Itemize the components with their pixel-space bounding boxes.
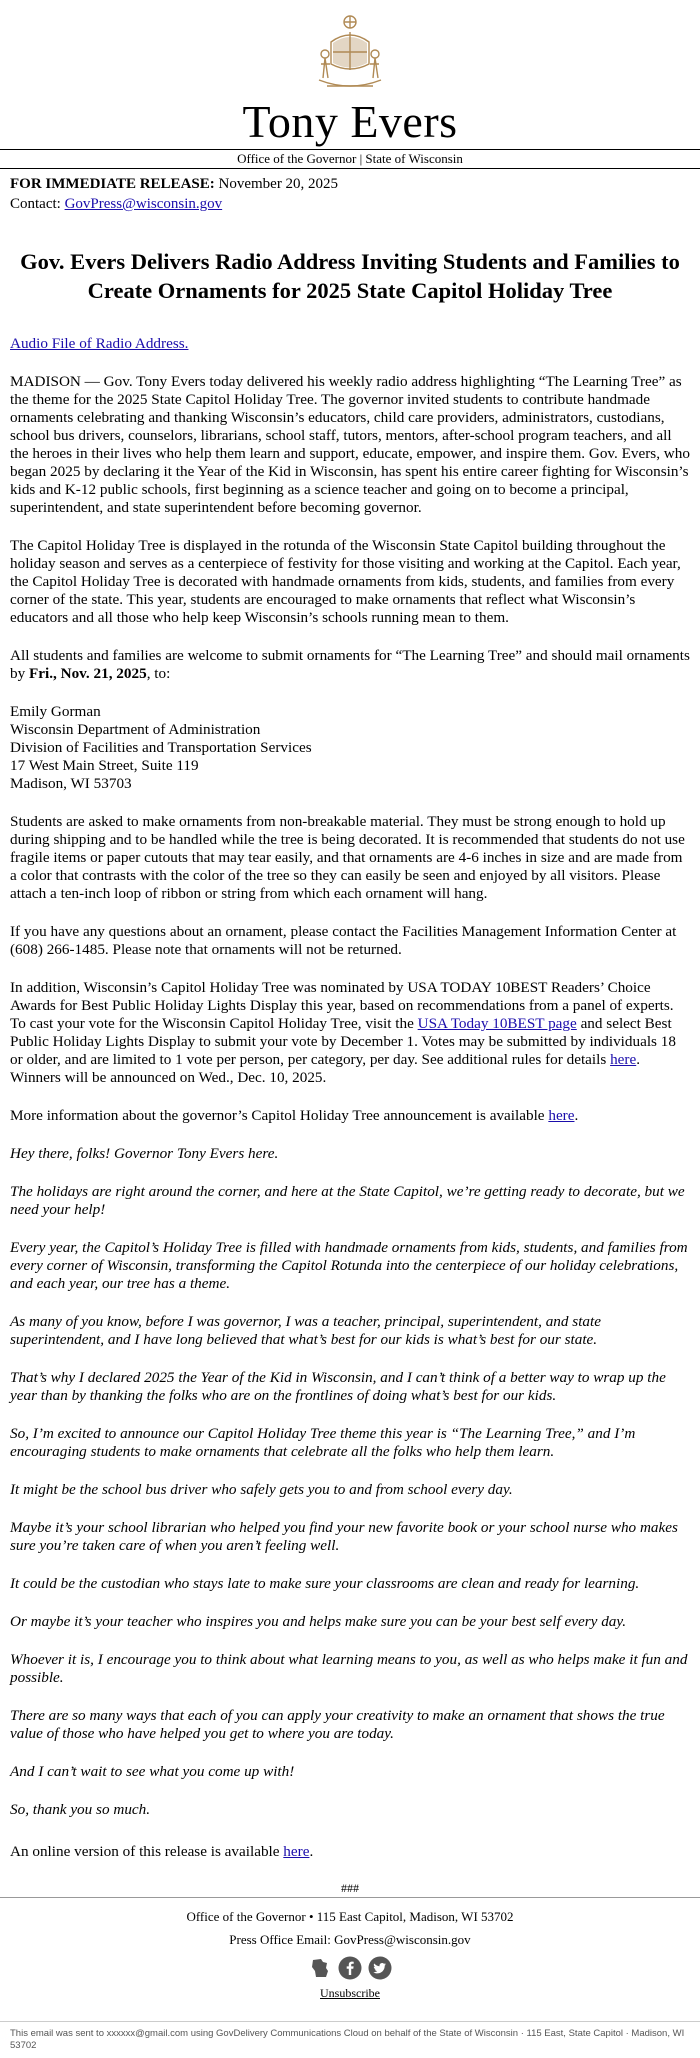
transcript-paragraph: There are so many ways that each of you can apply your creativity to make an ornament that shows the true value of those who have helped you get to where you are today.	[10, 1707, 665, 1742]
transcript-paragraph: It might be the school bus driver who safely gets you to and from school every day.	[10, 1481, 513, 1498]
transcript-paragraph: Or maybe it’s your teacher who inspires you and helps make sure you can be your best self every day.	[10, 1613, 627, 1630]
audio-file-link[interactable]: Audio File of Radio Address.	[10, 335, 189, 352]
facebook-icon[interactable]	[338, 1956, 362, 1980]
winners-text: . Winners will be announced on Wed., Dec. 10, 2025.	[10, 1051, 641, 1086]
body-paragraph-3	[10, 647, 690, 683]
vote-rules-text: and select Best Public Holiday Lights Display to submit your vote by December 1. Votes may be submitted by individuals 18 or older, and are limited to 1 vote per person, per category, per day. See additional rules for details	[10, 1015, 676, 1068]
footer	[0, 1881, 700, 2001]
unsubscribe-link[interactable]: Unsubscribe	[320, 1986, 380, 2000]
more-info-text: More information about the governor’s Capitol Holiday Tree announcement is available	[10, 1107, 549, 1124]
online-version-text: An online version of this release is available	[10, 1843, 284, 1860]
footer-divider	[0, 1897, 700, 1898]
transcript-paragraph: So, I’m excited to announce our Capitol Holiday Tree theme this year is “The Learning Tree,” and I’m encouraging students to make ornaments that celebrate all the folks who help them learn.	[10, 1425, 636, 1460]
office-line	[0, 149, 700, 169]
more-info-period: .	[574, 1107, 579, 1124]
transcript-paragraph: So, thank you so much.	[10, 1801, 151, 1818]
release-date-line	[10, 175, 690, 193]
address-line: Emily Gorman	[10, 703, 101, 720]
release-date: November 20, 2025	[214, 176, 339, 192]
end-mark: ###	[341, 1881, 359, 1895]
transcript-paragraph: As many of you know, before I was governor, I was a teacher, principal, superintendent, and state superintendent, and I have long believed that what’s best for our kids is what’s best for our state.	[10, 1313, 601, 1348]
body-paragraph-6	[10, 979, 690, 1087]
footer-press-email: Press Office Email: GovPress@wisconsin.gov	[229, 1932, 471, 1947]
mailing-address	[10, 703, 690, 793]
transcript-paragraph: That’s why I declared 2025 the Year of the Kid in Wisconsin, and I can’t think of a better way to wrap up the year than by thanking the folks who are on the frontlines of doing what’s best for our kids.	[10, 1369, 666, 1404]
release-content	[0, 175, 700, 1861]
address-line: 17 West Main Street, Suite 119	[10, 757, 199, 774]
address-line: Wisconsin Department of Administration	[10, 721, 261, 738]
contact-label: Contact:	[10, 196, 65, 212]
usa-today-10best-link[interactable]: USA Today 10BEST page	[417, 1015, 577, 1032]
office-line-text: Office of the Governor | State of Wisconsin	[227, 150, 473, 168]
state-seal-icon	[313, 12, 387, 96]
body-paragraph-4: Students are asked to make ornaments from non-breakable material. They must be strong enough to hold up during shipping and to be handled while the tree is being decorated. It is recommended that students do not use fragile items or paper cutouts that may tear easily, and that ornaments are 4-6 inches in size and are made from a color that contrasts with the color of the tree so they can easily be seen and enjoyed by all visitors. Please attach a ten-inch loop of ribbon or string from which each ornament will hang.	[10, 813, 685, 902]
sender-note: This email was sent to xxxxxx@gmail.com using GovDelivery Communications Cloud on behalf of the State of Wisconsin · 115 East, State Capitol · Madison, WI 53702	[0, 2021, 700, 2058]
social-links	[0, 1956, 700, 1980]
body-paragraph-5: If you have any questions about an ornament, please contact the Facilities Management Information Center at (608) 266-1485. Please note that ornaments will not be returned.	[10, 923, 677, 958]
transcript-paragraph: Hey there, folks! Governor Tony Evers here.	[10, 1145, 279, 1162]
online-version-period: .	[309, 1843, 314, 1860]
governor-name: Tony Evers	[242, 96, 458, 147]
wisconsin-map-icon[interactable]	[308, 1956, 332, 1980]
online-version-line	[10, 1843, 690, 1861]
address-line: Division of Facilities and Transportation Services	[10, 739, 312, 756]
rules-here-link[interactable]: here	[610, 1051, 637, 1068]
address-line: Madison, WI 53703	[10, 775, 132, 792]
footer-address: Office of the Governor • 115 East Capitol, Madison, WI 53702	[186, 1909, 514, 1924]
masthead	[0, 0, 700, 169]
deadline-intro: All students and families are welcome to submit ornaments for “The Learning Tree” and should mail ornaments by	[10, 647, 690, 682]
contact-email-link[interactable]: GovPress@wisconsin.gov	[64, 196, 223, 212]
deadline-date: Fri., Nov. 21, 2025	[28, 665, 147, 682]
online-version-here-link[interactable]: here	[283, 1843, 310, 1860]
twitter-icon[interactable]	[368, 1956, 392, 1980]
transcript-paragraph: Maybe it’s your school librarian who helped you find your new favorite book or your school nurse who makes sure you’re taken care of when you aren’t feeling well.	[10, 1519, 678, 1554]
body-paragraph-2: The Capitol Holiday Tree is displayed in the rotunda of the Wisconsin State Capitol building throughout the holiday season and serves as a centerpiece of festivity for those visiting and working at the Capitol. Each year, the Capitol Holiday Tree is decorated with handmade ornaments from kids, students, and families from every corner of the state. This year, students are encouraged to make ornaments that reflect what Wisconsin’s educators and all those who help keep Wisconsin’s schools running mean to them.	[10, 537, 681, 626]
vote-text: In addition, Wisconsin’s Capitol Holiday Tree was nominated by USA TODAY 10BEST Readers’ Choice Awards for Best Public Holiday Lights Display this year, based on recommendations from a panel of experts. To cast your vote for the Wisconsin Capitol Holiday Tree, visit the	[10, 979, 674, 1032]
transcript-paragraph: Whoever it is, I encourage you to think about what learning means to you, as well as who helps make it fun and possible.	[10, 1651, 688, 1686]
transcript-paragraph: It could be the custodian who stays late to make sure your classrooms are clean and ready for learning.	[10, 1575, 640, 1592]
release-label: FOR IMMEDIATE RELEASE:	[10, 176, 215, 192]
body-paragraph-1: MADISON — Gov. Tony Evers today delivered his weekly radio address highlighting “The Learning Tree” as the theme for the 2025 State Capitol Holiday Tree. The governor invited students to contribute handmade ornaments celebrating and thanking Wisconsin’s educators, child care providers, administrators, custodians, school bus drivers, counselors, librarians, school staff, tutors, mentors, after-school program teachers, and all the heroes in their lives who help them learn and support, educate, empower, and inspire them. Gov. Evers, who began 2025 by declaring it the Year of the Kid in Wisconsin, has spent his entire career fighting for Wisconsin’s kids and K-12 public schools, first beginning as a science teacher and going on to become a principal, superintendent, and state superintendent before becoming governor.	[10, 373, 690, 516]
transcript-paragraph: The holidays are right around the corner, and here at the State Capitol, we’re getting ready to decorate, but we need your help!	[10, 1183, 685, 1218]
deadline-outro: , to:	[146, 665, 171, 682]
transcript-paragraph: And I can’t wait to see what you come up with!	[10, 1763, 295, 1780]
contact-line	[10, 195, 690, 213]
body-paragraph-7	[10, 1107, 690, 1125]
more-info-here-link[interactable]: here	[548, 1107, 575, 1124]
transcript-paragraph: Every year, the Capitol’s Holiday Tree is filled with handmade ornaments from kids, students, and families from every corner of Wisconsin, transforming the Capitol Rotunda into the centerpiece of our holiday celebrations, and each year, our tree has a theme.	[10, 1239, 688, 1292]
page-title: Gov. Evers Delivers Radio Address Inviting Students and Families to Create Ornaments for 2025 State Capitol Holiday Tree	[20, 249, 680, 303]
